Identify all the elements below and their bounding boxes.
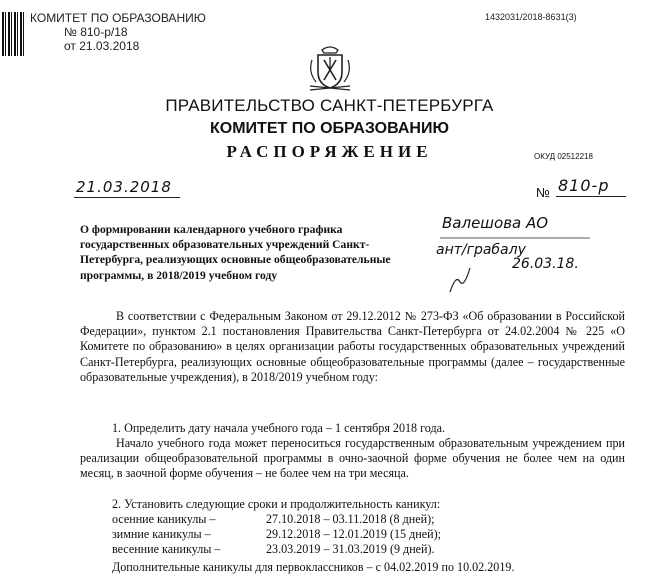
document-id: 1432031/2018-8631(3): [485, 12, 577, 22]
holiday-dates: 29.12.2018 – 12.01.2019 (15 дней);: [266, 527, 441, 542]
handwritten-order-number: 810-р: [556, 176, 626, 197]
holiday-row: [112, 512, 532, 527]
holiday-label: осенние каникулы –: [112, 512, 216, 526]
number-sign: №: [536, 185, 550, 200]
paragraph-item-2: 2. Установить следующие сроки и продолжительность каникул:: [112, 497, 441, 511]
holiday-row: [112, 542, 532, 557]
holiday-row: [112, 527, 532, 542]
okud-code: ОКУД 02512218: [534, 152, 593, 161]
signature-scribble: [430, 210, 630, 300]
paragraph-start-transfer: Начало учебного года может переноситься государственным образовательным учреждением при реализации общеобразовательной программы в очно-заочной форме обучения не более чем на один месяц, в заочной форме обучения – не более чем на три месяца.: [80, 436, 625, 481]
document-type-title: РАСПОРЯЖЕНИЕ: [226, 142, 433, 161]
stamp-line-committee: КОМИТЕТ ПО ОБРАЗОВАНИЮ: [30, 11, 206, 25]
stamp-line-date: от 21.03.2018: [64, 39, 140, 53]
signature-name: Валешова АО: [442, 214, 549, 232]
document-subject: О формировании календарного учебного графика государственных образовательных учреждений Санкт-Петербурга, реализующих основные общеобразовательные программы, в 2018/2019 учебном году: [80, 223, 391, 282]
handwritten-date: 21.03.2018: [74, 178, 180, 198]
stamp-line-number: № 810-р/18: [64, 25, 128, 39]
registration-stamp: [2, 11, 206, 56]
handwritten-signature-block: [430, 210, 630, 300]
committee-title: КОМИТЕТ ПО ОБРАЗОВАНИЮ: [210, 120, 449, 137]
holidays-list: [112, 512, 532, 558]
paragraph-extra-holidays: Дополнительные каникулы для первоклассников – с 04.02.2019 по 10.02.2019.: [112, 560, 515, 574]
holiday-dates: 27.10.2018 – 03.11.2018 (8 дней);: [266, 512, 435, 526]
holiday-label: весенние каникулы –: [112, 542, 221, 557]
paragraph-basis: В соответствии с Федеральным Законом от 29.12.2012 № 273-ФЗ «Об образовании в Российской Федерации», пунктом 2.1 постановления Правительства Санкт-Петербурга от 24.02.2004 № 225 «О Комитете по образованию» в целях организации работы государственных образовательных учреждений Санкт-Петербурга, реализующих основные общеобразовательные программы (далее – государственные образовательные учреждения), в 2018/2019 учебном году:: [80, 309, 625, 384]
signature-date: 26.03.18.: [512, 256, 579, 272]
coat-of-arms-emblem: [304, 42, 356, 94]
holiday-dates: 23.03.2019 – 31.03.2019 (9 дней).: [266, 542, 435, 557]
paragraph-item-1: 1. Определить дату начала учебного года – 1 сентября 2018 года.: [112, 421, 446, 435]
government-title: ПРАВИТЕЛЬСТВО САНКТ-ПЕТЕРБУРГА: [165, 96, 494, 115]
holiday-label: зимние каникулы –: [112, 527, 211, 542]
barcode: [2, 12, 26, 56]
signature-note: ант/грабалу: [436, 242, 526, 258]
